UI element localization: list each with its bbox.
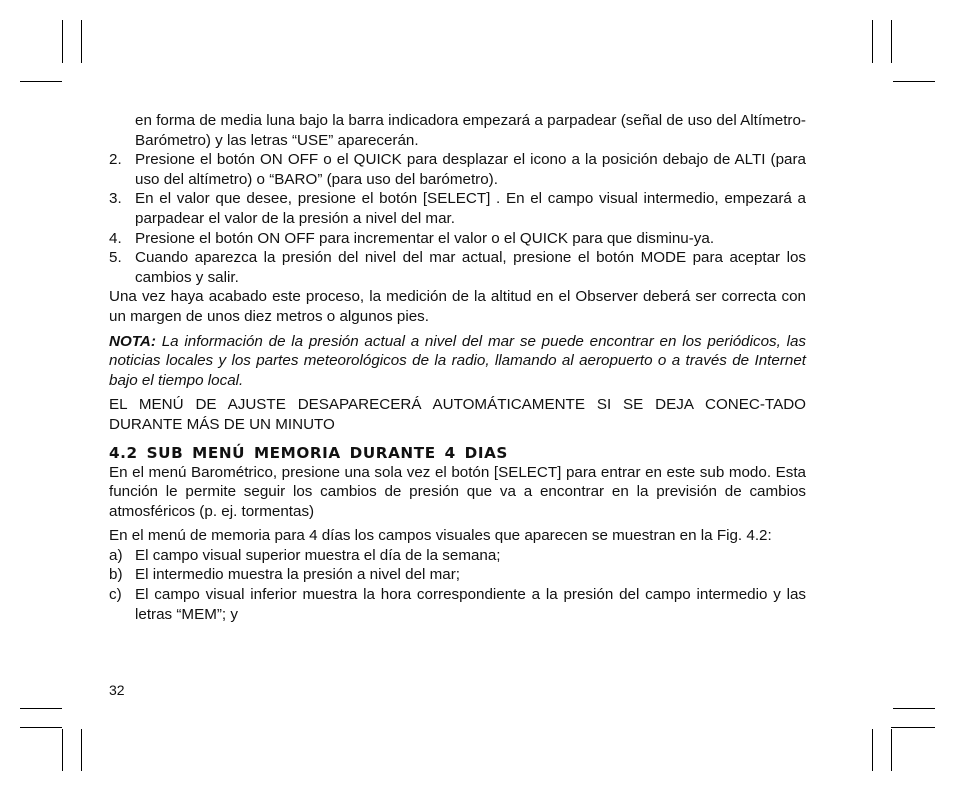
note-text: La información de la presión actual a nivel del mar se puede encontrar en los periódicos, las noticias locales y los partes meteorológicos de la radio, llamando al aeropuerto o a través de Internet bajo el tiempo local. (109, 332, 806, 389)
crop-mark-top-left-2 (81, 20, 82, 63)
crop-mark-bottom-right-1 (893, 708, 935, 709)
step-number: 5. (109, 249, 122, 267)
crop-mark-bottom-left-4 (81, 729, 82, 771)
crop-mark-top-right-3 (893, 81, 935, 82)
after-steps-paragraph: Una vez haya acabado este proceso, la medición de la altitud en el Observer deberá ser correcta con un margen de unos diez metros o algunos pies. (109, 288, 806, 325)
crop-mark-bottom-left-3 (62, 729, 63, 771)
crop-mark-bottom-right-3 (872, 729, 873, 771)
list-item-a (109, 546, 806, 566)
page-number: 32 (109, 682, 125, 698)
crop-mark-bottom-right-4 (891, 729, 892, 771)
crop-mark-bottom-left-2 (20, 727, 62, 728)
page-content (109, 111, 806, 624)
crop-mark-top-left-1 (62, 20, 63, 63)
note-label: NOTA: (109, 332, 156, 350)
list-item-b (109, 565, 806, 585)
step-number: 2. (109, 151, 122, 169)
step-text: Presione el botón ON OFF para incrementar el valor o el QUICK para que disminu-ya. (135, 229, 715, 247)
caps-warning-paragraph: EL MENÚ DE AJUSTE DESAPARECERÁ AUTOMÁTICAMENTE SI SE DEJA CONEC-TADO DURANTE MÁS DE UN MINUTO (109, 396, 806, 433)
step-text: Presione el botón ON OFF o el QUICK para desplazar el icono a la posición debajo de ALTI (para uso del altímetro) o “BARO” (para uso del barómetro). (135, 151, 806, 188)
note-paragraph (109, 332, 806, 391)
crop-mark-top-left-3 (20, 81, 62, 82)
crop-mark-top-right-1 (872, 20, 873, 63)
step-5 (109, 248, 806, 287)
step-1-continuation: en forma de media luna bajo la barra indicadora empezará a parpadear (señal de uso del Altímetro-Barómetro) y las letras “USE” aparecerán. (135, 112, 806, 149)
list-text: El campo visual superior muestra el día de la semana; (135, 546, 501, 564)
step-number: 3. (109, 190, 122, 208)
section-paragraph-1: En el menú Barométrico, presione una sola vez el botón [SELECT] para entrar en este sub modo. Esta función le permite seguir los cambios de presión que va a encontrar en la previsión de cambios atmosféricos (p. ej. tormentas) (109, 463, 806, 520)
list-text: El intermedio muestra la presión a nivel del mar; (135, 566, 460, 584)
crop-mark-top-right-2 (891, 20, 892, 63)
crop-mark-bottom-left-1 (20, 708, 62, 709)
list-item-c (109, 585, 806, 624)
list-marker: b) (109, 566, 123, 584)
step-4 (109, 229, 806, 249)
list-marker: c) (109, 586, 122, 604)
step-3 (109, 189, 806, 228)
section-paragraph-2: En el menú de memoria para 4 días los campos visuales que aparecen se muestran en la Fig. 4.2: (109, 527, 772, 545)
list-marker: a) (109, 546, 123, 564)
section-heading: 4.2 SUB MENÚ MEMORIA DURANTE 4 DIAS (109, 443, 508, 462)
list-text: El campo visual inferior muestra la hora correspondiente a la presión del campo intermedio y las letras “MEM”; y (135, 586, 806, 623)
crop-mark-bottom-right-2 (891, 727, 935, 728)
step-number: 4. (109, 229, 122, 247)
step-text: En el valor que desee, presione el botón [SELECT] . En el campo visual intermedio, empezará a parpadear el valor de la presión a nivel del mar. (135, 190, 806, 227)
step-2 (109, 150, 806, 189)
step-text: Cuando aparezca la presión del nivel del mar actual, presione el botón MODE para aceptar los cambios y salir. (135, 249, 806, 286)
